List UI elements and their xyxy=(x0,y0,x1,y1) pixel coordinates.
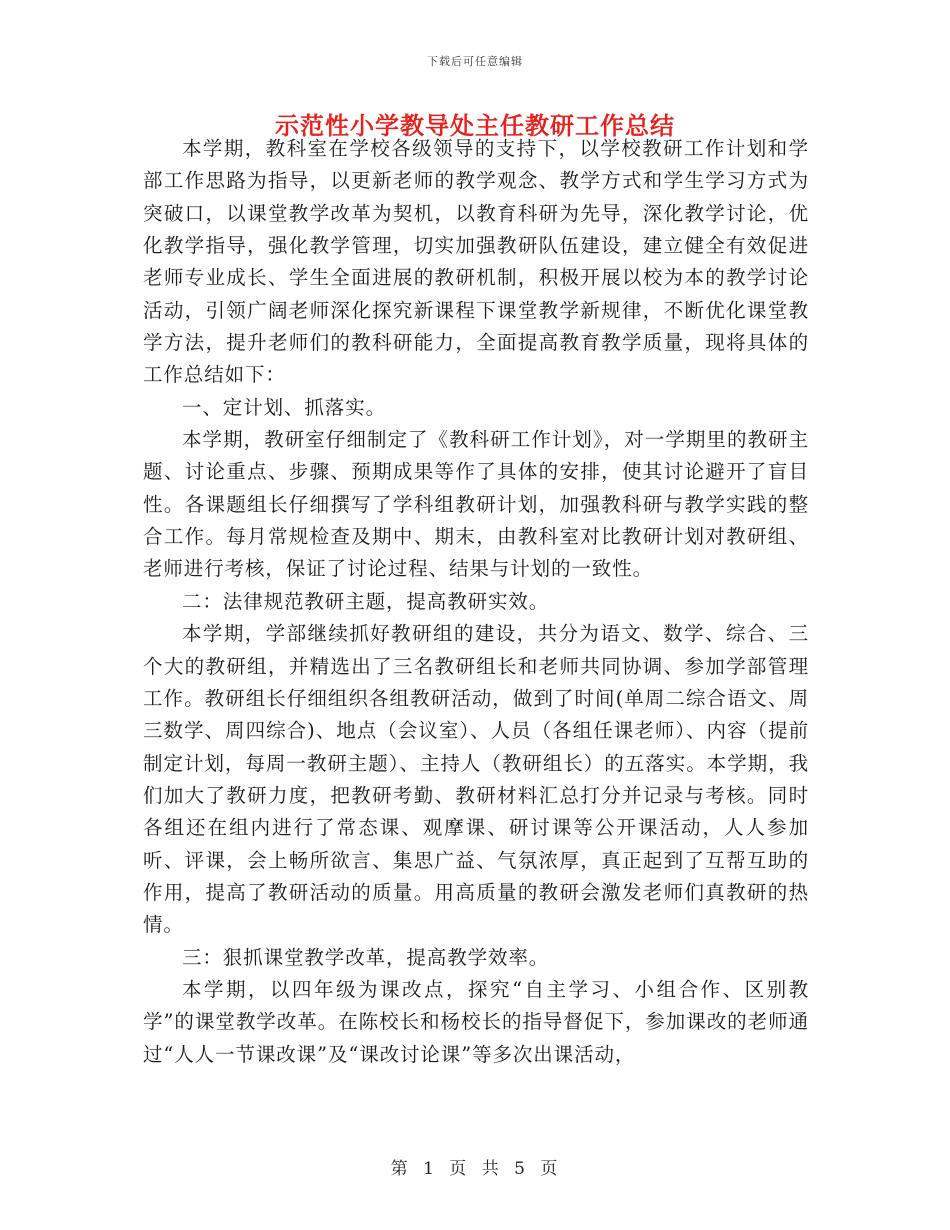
page-footer: 第 1 页 共 5 页 xyxy=(390,1159,560,1179)
section-heading-1: 一、定计划、抓落实。 xyxy=(182,395,387,419)
header-note: 下载后可任意编辑 xyxy=(427,55,523,68)
section-heading-3: 三：狠抓课堂教学改革，提高教学效率。 xyxy=(182,945,550,969)
paragraph-intro: 本学期，教科室在学校各级领导的支持下，以学校教研工作计划和学部工作思路为指导，以更新老师的教学观念、教学方式和学生学习方式为突破口，以课堂教学改革为契机，以教育科研为先导，深化教学讨论，优化教学指导，强化教学管理，切实加强教研队伍建设，建立健全有效促进老师专业成长、学生全面进展的教研机制，积极开展以校为本的教学讨论活动，引领广阔老师深化探究新课程下课堂教学新规律，不断优化课堂教学方法，提升老师们的教科研能力，全面提高教育教学质量，现将具体的工作总结如下： xyxy=(143,137,809,387)
section-heading-2: 二：法律规范教研主题，提高教研实效。 xyxy=(182,589,550,613)
paragraph-section-2: 本学期，学部继续抓好教研组的建设，共分为语文、数学、综合、三个大的教研组，并精选出了三名教研组长和老师共同协调、参加学部管理工作。教研组长仔细组织各组教研活动，做到了时间(单周二综合语文、周三数学、周四综合)、地点（会议室）、人员（各组任课老师）、内容（提前制定计划，每周一教研主题）、主持人（教研组长）的五落实。本学期，我们加大了教研力度，把教研考勤、教研材料汇总打分并记录与考核。同时各组还在组内进行了常态课、观摩课、研讨课等公开课活动，人人参加听、评课，会上畅所欲言、集思广益、气氛浓厚，真正起到了互帮互助的作用，提高了教研活动的质量。用高质量的教研会激发老师们真教研的热情。 xyxy=(143,622,809,937)
paragraph-section-3: 本学期，以四年级为课改点，探究“自主学习、小组合作、区别教学”的课堂教学改革。在陈校长和杨校长的指导督促下，参加课改的老师通过“人人一节课改课”及“课改讨论课”等多次出课活动， xyxy=(143,977,809,1066)
document-body xyxy=(143,133,809,1071)
paragraph-section-1: 本学期，教研室仔细制定了《教科研工作计划》，对一学期里的教研主题、讨论重点、步骤、预期成果等作了具体的安排，使其讨论避开了盲目性。各课题组长仔细撰写了学科组教研计划，加强教科研与教学实践的整合工作。每月常规检查及期中、期末，由教科室对比教研计划对教研组、老师进行考核，保证了讨论过程、结果与计划的一致性。 xyxy=(143,428,809,581)
document-title: 示范性小学教导处主任教研工作总结 xyxy=(275,111,675,140)
